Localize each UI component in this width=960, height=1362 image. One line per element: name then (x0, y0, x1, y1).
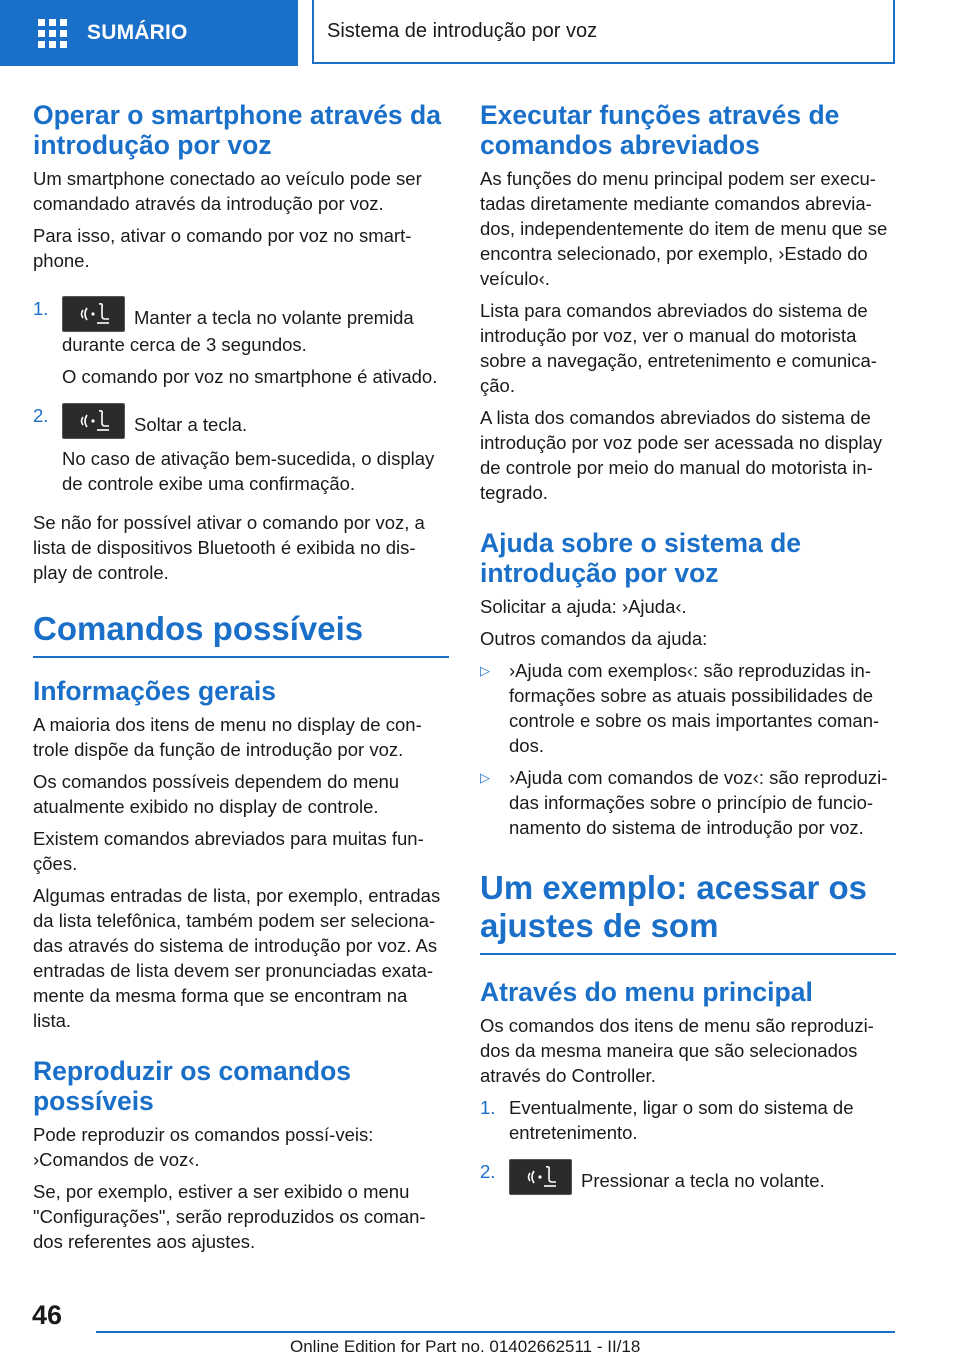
paragraph: Lista para comandos abreviados do sistema de introdução por voz, ver o manual do motorista sobre a navegação, entretenimento e comunica‐ção. (480, 300, 877, 396)
paragraph: As funções do menu principal podem ser execu‐tadas diretamente mediante comandos abrevia‐dos, independentemente do item de menu que se encontra selecionado, por exemplo, ›Estado do veículo‹. (480, 168, 888, 289)
paragraph: A maioria dos itens de menu no display de con‐trole dispõe da função de introdução por voz. (33, 714, 422, 760)
step-text: Eventualmente, ligar o som do sistema de entretenimento. (509, 1097, 854, 1143)
left-column (33, 100, 449, 1261)
paragraph: Se não for possível ativar o comando por voz, a lista de dispositivos Bluetooth é exibida no dis‐play de controle. (33, 512, 425, 583)
step-text: Soltar a tecla. (134, 414, 248, 435)
triangle-bullet-icon: ▷ (480, 663, 490, 678)
section-title-tab[interactable] (312, 0, 895, 64)
edition-text: Online Edition for Part no. 01402662511 - II/18 (290, 1337, 641, 1356)
voice-command-button-icon (62, 296, 125, 332)
paragraph: Pode reproduzir os comandos possí‐veis: ›Comandos de voz‹. (33, 1124, 374, 1170)
heading-reproduzir-comandos: Reproduzir os comandos possíveis (33, 1056, 352, 1116)
top-navigation-bar (0, 0, 960, 66)
paragraph: Os comandos possíveis dependem do menu atualmente exibido no display de controle. (33, 771, 400, 817)
heading-comandos-possiveis: Comandos possíveis (33, 610, 449, 658)
step-text: Pressionar a tecla no volante. (581, 1170, 825, 1191)
heading-operar-smartphone: Operar o smartphone através da introdução por voz (33, 100, 441, 160)
paragraph: A lista dos comandos abreviados do sistema de introdução por voz pode ser acessada no display de controle por meio do manual do motorista in‐tegrado. (480, 407, 883, 503)
paragraph: Os comandos dos itens de menu são reproduzi‐dos da mesma maneira que são selecionados através do Controller. (480, 1015, 874, 1086)
voice-command-button-icon (62, 403, 125, 439)
list-item-text: ›Ajuda com comandos de voz‹: são reproduzi‐das informações sobre o princípio de funcio‐namento do sistema de introdução por voz. (509, 767, 888, 838)
step-item (33, 296, 449, 396)
step-number: 2. (480, 1161, 496, 1182)
paragraph: Um smartphone conectado ao veículo pode ser comandado através da introdução por voz. (33, 168, 422, 214)
step-item (480, 1095, 896, 1152)
triangle-bullet-icon: ▷ (480, 770, 490, 785)
step-result: O comando por voz no smartphone é ativado. (62, 366, 438, 387)
list-item (480, 658, 896, 758)
list-item-text: ›Ajuda com exemplos‹: são reproduzidas in‐formações sobre as atuais possibilidades de controle e sobre os mais importantes coman‐dos. (509, 660, 880, 756)
paragraph: Se, por exemplo, estiver a ser exibido o menu "Configurações", serão reproduzidos os coman‐dos referentes aos ajustes. (33, 1181, 426, 1252)
heading-informacoes-gerais: Informações gerais (33, 676, 277, 706)
step-number: 1. (33, 298, 49, 319)
paragraph: Para isso, ativar o comando por voz no smart‐phone. (33, 225, 412, 271)
step-result: No caso de ativação bem-sucedida, o display de controle exibe uma confirmação. (62, 448, 435, 494)
paragraph: Existem comandos abreviados para muitas fun‐ções. (33, 828, 424, 874)
paragraph: Solicitar a ajuda: ›Ajuda‹. (480, 596, 687, 617)
sumario-label: SUMÁRIO (87, 21, 188, 44)
heading-ajuda: Ajuda sobre o sistema de introdução por voz (480, 528, 802, 588)
heading-menu-principal: Através do menu principal (480, 977, 813, 1007)
step-item (33, 403, 449, 503)
heading-um-exemplo: Um exemplo: acessar os ajustes de som (480, 869, 896, 955)
paragraph: Outros comandos da ajuda: (480, 628, 708, 649)
page-number: 46 (32, 1300, 63, 1330)
sumario-button[interactable] (0, 0, 298, 66)
step-text: Manter a tecla no volante premida durante cerca de 3 segundos. (62, 307, 414, 355)
step-number: 2. (33, 405, 49, 426)
right-column (480, 100, 896, 1209)
footer-divider (96, 1331, 895, 1333)
step-number: 1. (480, 1097, 496, 1118)
heading-executar-funcoes: Executar funções através de comandos abreviados (480, 100, 840, 160)
list-item (480, 765, 896, 840)
voice-command-button-icon (509, 1159, 572, 1195)
grid-menu-icon (38, 19, 67, 48)
section-title: Sistema de introdução por voz (327, 19, 598, 42)
paragraph: Algumas entradas de lista, por exemplo, entradas da lista telefônica, também podem ser seleciona‐das através do sistema de introdução por voz. As entradas de lista devem ser pronunciadas exata‐mente da mesma forma que se encontram na lista. (33, 885, 441, 1031)
step-item (480, 1159, 896, 1202)
